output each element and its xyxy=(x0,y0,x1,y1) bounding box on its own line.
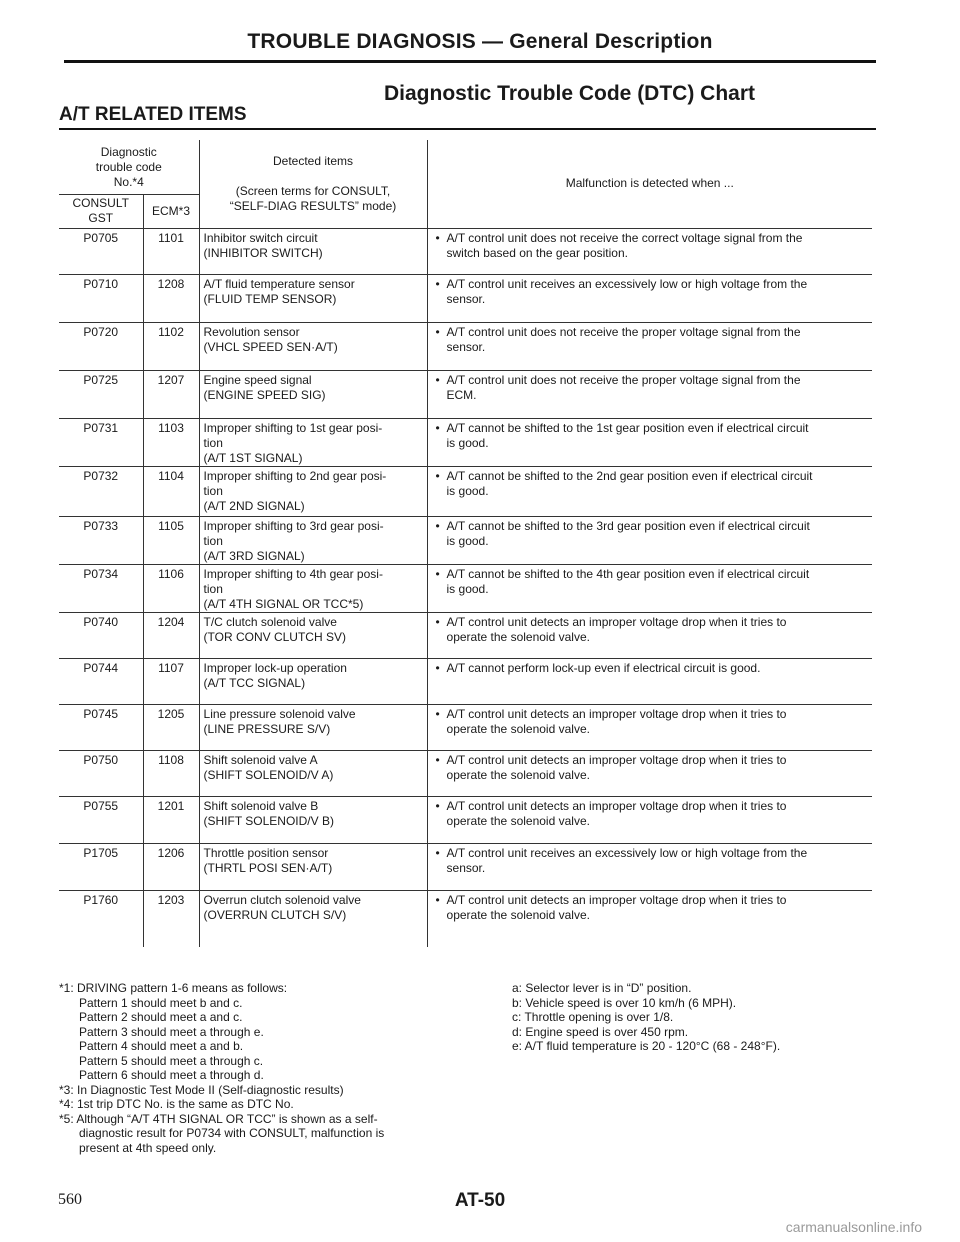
bullet-icon: • xyxy=(435,468,440,483)
malfunction-desc-line: A/T control unit detects an improper voltage drop when it tries to xyxy=(446,798,787,813)
detected-item-line: (FLUID TEMP SENSOR) xyxy=(203,291,337,306)
detected-item-line: Improper shifting to 3rd gear posi- xyxy=(203,518,384,533)
header-consult-gst xyxy=(59,194,143,228)
malfunction-desc-line: sensor. xyxy=(446,291,486,306)
detected-item xyxy=(199,516,427,564)
malfunction-desc-line: A/T control unit does not receive the correct voltage signal from the xyxy=(446,230,803,245)
table-row xyxy=(59,370,872,418)
detected-item-line: Improper shifting to 2nd gear posi- xyxy=(203,468,387,483)
consult-code: P1705 xyxy=(59,843,143,890)
malfunction-desc-line: A/T control unit does not receive the proper voltage signal from the xyxy=(446,324,801,339)
detected-item-line: A/T fluid temperature sensor xyxy=(203,276,355,291)
header-diag-code xyxy=(59,140,199,194)
footnote-pattern: Pattern 4 should meet a and b. xyxy=(79,1039,244,1053)
chart-title: Diagnostic Trouble Code (DTC) Chart xyxy=(384,82,756,105)
malfunction-desc-line: A/T cannot perform lock-up even if electrical circuit is good. xyxy=(446,660,761,675)
detected-item-line: Improper lock-up operation xyxy=(203,660,347,675)
header-detected-sub: “SELF-DIAG RESULTS” mode) xyxy=(229,198,397,213)
footnote-5: *5: Although “A/T 4TH SIGNAL OR TCC” is shown as a self- xyxy=(59,1111,378,1126)
table-row xyxy=(59,466,872,516)
detected-item xyxy=(199,322,427,370)
ecm-code: 1201 xyxy=(143,796,199,843)
malfunction-desc-line: is good. xyxy=(446,435,489,450)
malfunction-desc-line: A/T control unit receives an excessively low or high voltage from the xyxy=(446,845,808,860)
table-row xyxy=(59,228,872,274)
malfunction-desc-line: A/T control unit detects an improper voltage drop when it tries to xyxy=(446,892,787,907)
bullet-icon: • xyxy=(435,230,440,245)
malfunction-desc-line: is good. xyxy=(446,581,489,596)
section-rule xyxy=(59,128,876,130)
detected-item-line: Line pressure solenoid valve xyxy=(203,706,356,721)
table-row xyxy=(59,843,872,890)
ecm-code: 1105 xyxy=(143,516,199,564)
malfunction-desc-line: operate the solenoid valve. xyxy=(446,767,590,782)
consult-code: P0720 xyxy=(59,322,143,370)
malfunction-desc xyxy=(427,658,872,704)
footnote-pattern: Pattern 3 should meet a through e. xyxy=(79,1024,264,1039)
consult-code: P0731 xyxy=(59,418,143,466)
consult-code: P0734 xyxy=(59,564,143,612)
header-detected-title: Detected items xyxy=(272,153,354,168)
watermark: carmanualsonline.info xyxy=(785,1219,922,1235)
malfunction-desc xyxy=(427,466,872,516)
detected-item-line: (A/T 1ST SIGNAL) xyxy=(203,450,303,465)
malfunction-desc xyxy=(427,612,872,658)
detected-item xyxy=(199,612,427,658)
detected-item-line: Shift solenoid valve B xyxy=(203,798,319,813)
table-row xyxy=(59,612,872,658)
detected-item-line: T/C clutch solenoid valve xyxy=(203,614,337,629)
header-malfunction: Malfunction is detected when ... xyxy=(565,176,734,191)
header-consult-line: GST xyxy=(88,211,114,225)
page-code: AT-50 xyxy=(454,1190,506,1211)
header-detected-items xyxy=(199,140,427,228)
malfunction-desc-line: operate the solenoid valve. xyxy=(446,813,590,828)
malfunction-desc xyxy=(427,322,872,370)
footnote-pattern: Pattern 6 should meet a through d. xyxy=(79,1068,264,1082)
detected-item xyxy=(199,418,427,466)
ecm-code: 1205 xyxy=(143,704,199,750)
detected-item xyxy=(199,890,427,947)
table-row xyxy=(59,658,872,704)
consult-code: P0740 xyxy=(59,612,143,658)
footnote-pattern: Pattern 2 should meet a and c. xyxy=(79,1010,243,1024)
detected-item-line: Revolution sensor xyxy=(203,324,300,339)
detected-item xyxy=(199,750,427,796)
title-rule xyxy=(64,60,876,63)
footnote-pattern: Pattern 5 should meet a through c. xyxy=(79,1053,264,1068)
detected-item-line: Improper shifting to 4th gear posi- xyxy=(203,566,383,581)
malfunction-desc-line: operate the solenoid valve. xyxy=(446,721,590,736)
malfunction-desc xyxy=(427,564,872,612)
malfunction-desc-line: A/T cannot be shifted to the 2nd gear position even if electrical circuit xyxy=(446,468,813,483)
bullet-icon: • xyxy=(435,660,440,675)
dtc-table-header xyxy=(59,140,872,228)
bullet-icon: • xyxy=(435,324,440,339)
malfunction-desc xyxy=(427,750,872,796)
ecm-code: 1203 xyxy=(143,890,199,947)
detected-item xyxy=(199,228,427,274)
table-row xyxy=(59,704,872,750)
malfunction-desc xyxy=(427,370,872,418)
ecm-code: 1101 xyxy=(143,228,199,274)
consult-code: P0750 xyxy=(59,750,143,796)
malfunction-desc xyxy=(427,418,872,466)
header-diag-code-line: No.*4 xyxy=(113,175,144,190)
footnote-4: *4: 1st trip DTC No. is the same as DTC No. xyxy=(59,1097,294,1111)
detected-item-line: Throttle position sensor xyxy=(203,845,329,860)
detected-item-line: (A/T 2ND SIGNAL) xyxy=(203,498,305,513)
bullet-icon: • xyxy=(435,845,440,860)
detected-item-line: (INHIBITOR SWITCH) xyxy=(203,245,323,260)
malfunction-desc xyxy=(427,274,872,322)
malfunction-desc-line: A/T control unit does not receive the proper voltage signal from the xyxy=(446,372,801,387)
detected-item-line: tion xyxy=(203,533,223,548)
malfunction-desc-line: A/T control unit detects an improper voltage drop when it tries to xyxy=(446,706,787,721)
consult-code: P0744 xyxy=(59,658,143,704)
bullet-icon: • xyxy=(435,798,440,813)
consult-code: P0745 xyxy=(59,704,143,750)
detected-item-line: Shift solenoid valve A xyxy=(203,752,318,767)
bullet-icon: • xyxy=(435,892,440,907)
table-row xyxy=(59,418,872,466)
detected-item xyxy=(199,370,427,418)
condition-d: d: Engine speed is over 450 rpm. xyxy=(512,1024,689,1039)
malfunction-desc xyxy=(427,796,872,843)
detected-item-line: Improper shifting to 1st gear posi- xyxy=(203,420,383,435)
header-consult-line: CONSULT xyxy=(72,196,129,210)
section-title: A/T RELATED ITEMS xyxy=(59,104,247,125)
detected-item-line: Engine speed signal xyxy=(203,372,312,387)
malfunction-desc-line: A/T cannot be shifted to the 4th gear position even if electrical circuit xyxy=(446,566,810,581)
ecm-code: 1207 xyxy=(143,370,199,418)
malfunction-desc-line: operate the solenoid valve. xyxy=(446,629,590,644)
detected-item-line: tion xyxy=(203,483,223,498)
bullet-icon: • xyxy=(435,566,440,581)
table-row xyxy=(59,564,872,612)
ecm-code: 1204 xyxy=(143,612,199,658)
bullet-icon: • xyxy=(435,706,440,721)
malfunction-desc xyxy=(427,704,872,750)
consult-code: P0705 xyxy=(59,228,143,274)
detected-item-line: (LINE PRESSURE S/V) xyxy=(203,721,331,736)
header-detected-sub: (Screen terms for CONSULT, xyxy=(235,183,391,198)
driving-conditions xyxy=(512,981,882,1054)
dtc-table-body xyxy=(59,228,872,947)
malfunction-desc-line: is good. xyxy=(446,483,489,498)
condition-c: c: Throttle opening is over 1/8. xyxy=(512,1010,674,1024)
page-number: 560 xyxy=(58,1191,82,1208)
malfunction-desc-line: A/T control unit detects an improper voltage drop when it tries to xyxy=(446,752,787,767)
ecm-code: 1208 xyxy=(143,274,199,322)
footnote-5-cont: diagnostic result for P0734 with CONSULT, malfunction is xyxy=(79,1126,385,1140)
footnote-3: *3: In Diagnostic Test Mode II (Self-diagnostic results) xyxy=(59,1082,344,1097)
malfunction-desc xyxy=(427,843,872,890)
detected-item-line: (SHIFT SOLENOID/V B) xyxy=(203,813,334,828)
table-row xyxy=(59,274,872,322)
detected-item-line: tion xyxy=(203,435,223,450)
malfunction-desc-line: A/T control unit detects an improper voltage drop when it tries to xyxy=(446,614,787,629)
bullet-icon: • xyxy=(435,276,440,291)
condition-a: a: Selector lever is in “D” position. xyxy=(512,981,692,995)
bullet-icon: • xyxy=(435,420,440,435)
detected-item-line: (THRTL POSI SEN·A/T) xyxy=(203,860,333,875)
detected-item xyxy=(199,843,427,890)
header-ecm: ECM*3 xyxy=(143,194,199,228)
ecm-code: 1103 xyxy=(143,418,199,466)
page-title: TROUBLE DIAGNOSIS — General Description xyxy=(247,30,713,53)
footnote-1: *1: DRIVING pattern 1-6 means as follows: xyxy=(59,981,288,995)
detected-item xyxy=(199,466,427,516)
malfunction-desc-line: is good. xyxy=(446,533,489,548)
malfunction-desc xyxy=(427,516,872,564)
detected-item xyxy=(199,796,427,843)
table-row xyxy=(59,516,872,564)
bullet-icon: • xyxy=(435,614,440,629)
malfunction-desc-line: A/T cannot be shifted to the 3rd gear position even if electrical circuit xyxy=(446,518,810,533)
consult-code: P0733 xyxy=(59,516,143,564)
detected-item-line: (A/T TCC SIGNAL) xyxy=(203,675,306,690)
table-row xyxy=(59,796,872,843)
detected-item xyxy=(199,274,427,322)
consult-code: P0725 xyxy=(59,370,143,418)
detected-item-line: (VHCL SPEED SEN·A/T) xyxy=(203,339,338,354)
ecm-code: 1206 xyxy=(143,843,199,890)
detected-item xyxy=(199,658,427,704)
ecm-code: 1108 xyxy=(143,750,199,796)
detected-item-line: (A/T 3RD SIGNAL) xyxy=(203,548,305,563)
malfunction-desc-line: ECM. xyxy=(446,387,477,402)
detected-item xyxy=(199,564,427,612)
consult-code: P0732 xyxy=(59,466,143,516)
ecm-code: 1107 xyxy=(143,658,199,704)
bullet-icon: • xyxy=(435,372,440,387)
detected-item xyxy=(199,704,427,750)
table-row xyxy=(59,750,872,796)
condition-b: b: Vehicle speed is over 10 km/h (6 MPH). xyxy=(512,995,737,1010)
bullet-icon: • xyxy=(435,752,440,767)
ecm-code: 1104 xyxy=(143,466,199,516)
bullet-icon: • xyxy=(435,518,440,533)
consult-code: P1760 xyxy=(59,890,143,947)
detected-item-line: (TOR CONV CLUTCH SV) xyxy=(203,629,346,644)
detected-item-line: tion xyxy=(203,581,223,596)
malfunction-desc xyxy=(427,890,872,947)
detected-item-line: (SHIFT SOLENOID/V A) xyxy=(203,767,334,782)
malfunction-desc-line: operate the solenoid valve. xyxy=(446,907,590,922)
consult-code: P0710 xyxy=(59,274,143,322)
detected-item-line: (ENGINE SPEED SIG) xyxy=(203,387,326,402)
detected-item-line: (A/T 4TH SIGNAL OR TCC*5) xyxy=(203,596,364,611)
ecm-code: 1106 xyxy=(143,564,199,612)
detected-item-line: Inhibitor switch circuit xyxy=(203,230,318,245)
consult-code: P0755 xyxy=(59,796,143,843)
malfunction-desc-line: A/T cannot be shifted to the 1st gear position even if electrical circuit xyxy=(446,420,809,435)
footnotes xyxy=(59,981,439,1155)
header-diag-code-line: Diagnostic xyxy=(100,145,157,160)
footnote-5-cont: present at 4th speed only. xyxy=(79,1140,217,1155)
header-diag-code-line: trouble code xyxy=(95,160,162,175)
dtc-table xyxy=(59,140,872,947)
footnote-pattern: Pattern 1 should meet b and c. xyxy=(79,995,243,1010)
detected-item-line: Overrun clutch solenoid valve xyxy=(203,892,361,907)
condition-e: e: A/T fluid temperature is 20 - 120°C (68 - 248°F). xyxy=(512,1039,781,1053)
table-row xyxy=(59,890,872,947)
malfunction-desc-line: sensor. xyxy=(446,339,486,354)
detected-item-line: (OVERRUN CLUTCH S/V) xyxy=(203,907,347,922)
malfunction-desc-line: sensor. xyxy=(446,860,486,875)
table-row xyxy=(59,322,872,370)
malfunction-desc-line: A/T control unit receives an excessively low or high voltage from the xyxy=(446,276,808,291)
malfunction-desc xyxy=(427,228,872,274)
ecm-code: 1102 xyxy=(143,322,199,370)
malfunction-desc-line: switch based on the gear position. xyxy=(446,245,628,260)
